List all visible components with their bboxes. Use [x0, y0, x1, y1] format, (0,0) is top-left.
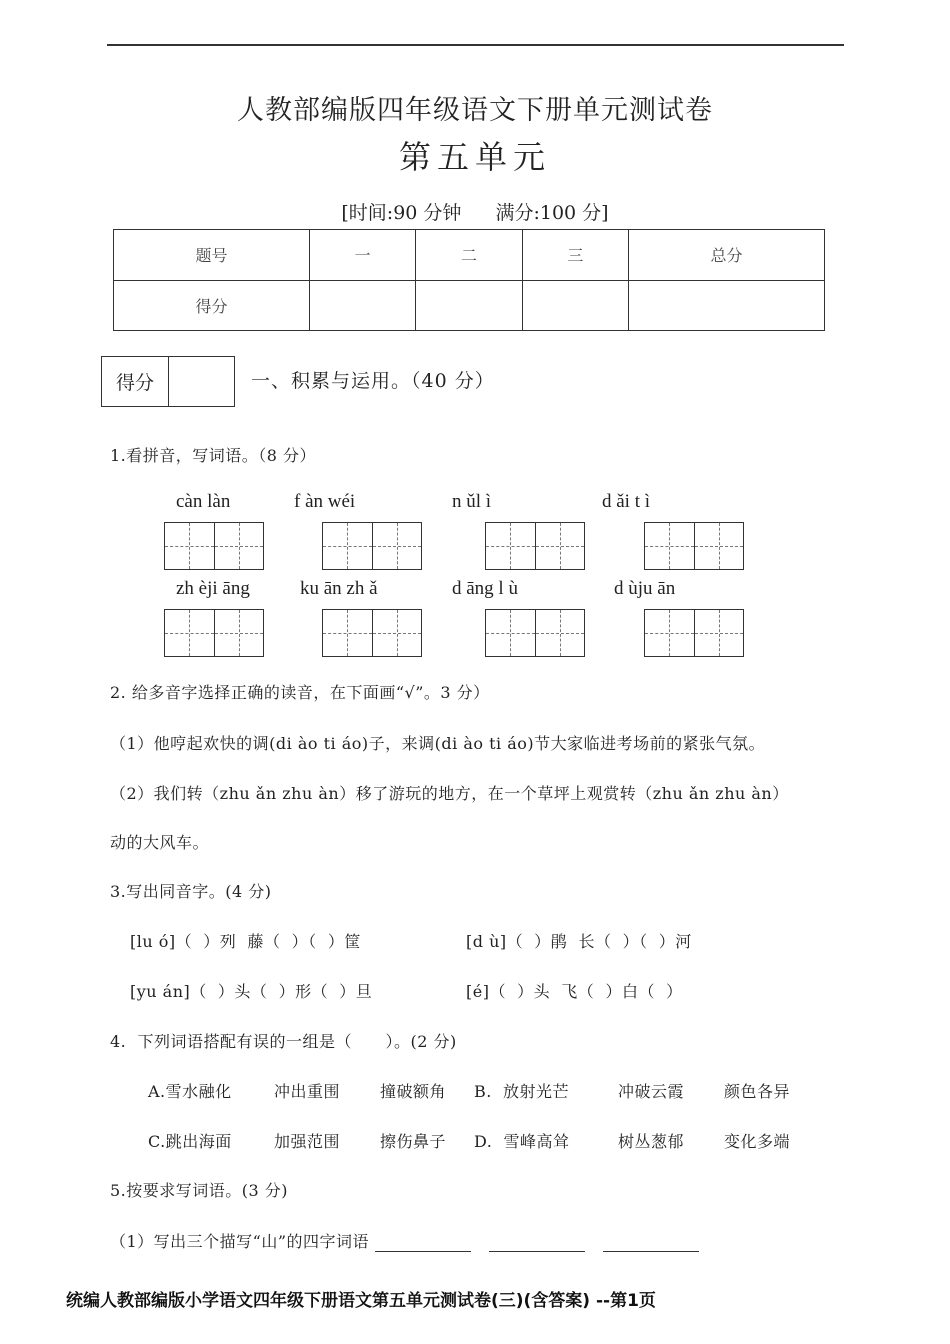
- score-table: [113, 229, 825, 331]
- pinyin-8: d ùju ān: [614, 578, 676, 599]
- score-cell[interactable]: [629, 280, 825, 331]
- pinyin-3: n ǔl ì: [452, 491, 492, 512]
- header-cell: 一: [309, 230, 415, 281]
- time-limit: [时间:90 分钟: [341, 202, 462, 224]
- page-footer: 统编人教部编版小学语文四年级下册语文第五单元测试卷(三)(含答案) --第1页: [66, 1291, 656, 1311]
- option-text: 冲破云霞: [618, 1082, 685, 1101]
- option-text: B. 放射光芒: [474, 1082, 570, 1101]
- q2-title: 2. 给多音字选择正确的读音，在下面画“√”。3 分）: [110, 683, 490, 702]
- option-text: 加强范围: [274, 1132, 341, 1151]
- score-table-row: [114, 280, 825, 331]
- option-text: 撞破额角: [380, 1082, 447, 1101]
- option-text: 变化多端: [724, 1132, 791, 1151]
- writing-grid[interactable]: [322, 609, 422, 657]
- option-text: D. 雪峰高耸: [474, 1132, 570, 1151]
- q2-line2: （2）我们转（zhu ǎn zhu àn）移了游玩的地方，在一个草坪上观赏转（zhu ǎn zhu àn）: [110, 784, 789, 803]
- option-text: C.跳出海面: [148, 1132, 232, 1151]
- score-table-header: [114, 230, 825, 281]
- q3-title: 3.写出同音字。(4 分): [110, 882, 272, 901]
- writing-grid[interactable]: [322, 522, 422, 570]
- header-cell: 题号: [114, 230, 310, 281]
- q1-title: 1.看拼音，写词语。（8 分）: [110, 446, 317, 465]
- q4-option-c[interactable]: [148, 1129, 480, 1152]
- q3-line2a: [yu án]（ ）头（ ）形（ ）旦: [130, 982, 373, 1001]
- answer-blank[interactable]: [489, 1231, 585, 1252]
- unit-title: 第五单元: [398, 138, 551, 176]
- pinyin-7: d āng l ù: [452, 578, 518, 599]
- option-text: 冲出重围: [274, 1082, 341, 1101]
- option-text: 擦伤鼻子: [380, 1132, 447, 1151]
- q3-line2b: [é]（ ）头 飞（ ）白（ ）: [466, 982, 683, 1001]
- row-label: 得分: [114, 280, 310, 331]
- pinyin-1: càn làn: [176, 491, 231, 512]
- writing-grid[interactable]: [485, 609, 585, 657]
- q4-option-d[interactable]: [474, 1129, 824, 1152]
- writing-grid[interactable]: [164, 522, 264, 570]
- q3-line1a: [lu ó]（ ）列 藤（ ）（ ）筐: [130, 932, 361, 951]
- q2-line3: 动的大风车。: [110, 833, 210, 852]
- q3-line1b: [d ù]（ ）鹃 长（ ）（ ）河: [466, 932, 692, 951]
- writing-grid[interactable]: [164, 609, 264, 657]
- writing-grid[interactable]: [644, 609, 744, 657]
- option-text: 颜色各异: [724, 1082, 791, 1101]
- score-cell[interactable]: [309, 280, 415, 331]
- score-box-label: 得分: [102, 357, 169, 406]
- score-cell[interactable]: [522, 280, 628, 331]
- exam-title: 人教部编版四年级语文下册单元测试卷: [237, 95, 713, 126]
- q4-option-a[interactable]: [148, 1079, 480, 1102]
- full-score: 满分:100 分]: [495, 202, 609, 224]
- q4-title: 4. 下列词语搭配有误的一组是（ ）。(2 分): [110, 1032, 457, 1051]
- option-text: 树丛葱郁: [618, 1132, 685, 1151]
- pinyin-6: ku ān zh ǎ: [300, 578, 378, 599]
- q5-prompt: （1）写出三个描写“山”的四字词语: [110, 1232, 370, 1251]
- pinyin-4: d ǎi t ì: [602, 491, 651, 512]
- answer-blank[interactable]: [375, 1231, 471, 1252]
- pinyin-5: zh èji āng: [176, 578, 250, 599]
- writing-grid[interactable]: [485, 522, 585, 570]
- option-text: A.雪水融化: [148, 1082, 232, 1101]
- section1-title: 一、积累与运用。（40 分）: [251, 370, 495, 392]
- q5-line1: [110, 1229, 717, 1252]
- q2-line1: （1）他哼起欢快的调(di ào ti áo)子，来调(di ào ti áo)节大家临进考场前的紧张气氛。: [110, 734, 766, 753]
- top-rule: [107, 44, 844, 46]
- pinyin-2: f àn wéi: [294, 491, 356, 512]
- answer-blank[interactable]: [603, 1231, 699, 1252]
- section-score-box: [101, 356, 235, 407]
- writing-grid[interactable]: [644, 522, 744, 570]
- score-cell[interactable]: [416, 280, 522, 331]
- q4-option-b[interactable]: [474, 1079, 824, 1102]
- header-cell: 三: [522, 230, 628, 281]
- header-cell: 二: [416, 230, 522, 281]
- q5-title: 5.按要求写词语。(3 分): [110, 1181, 289, 1200]
- header-cell: 总分: [629, 230, 825, 281]
- time-info: [0, 198, 950, 225]
